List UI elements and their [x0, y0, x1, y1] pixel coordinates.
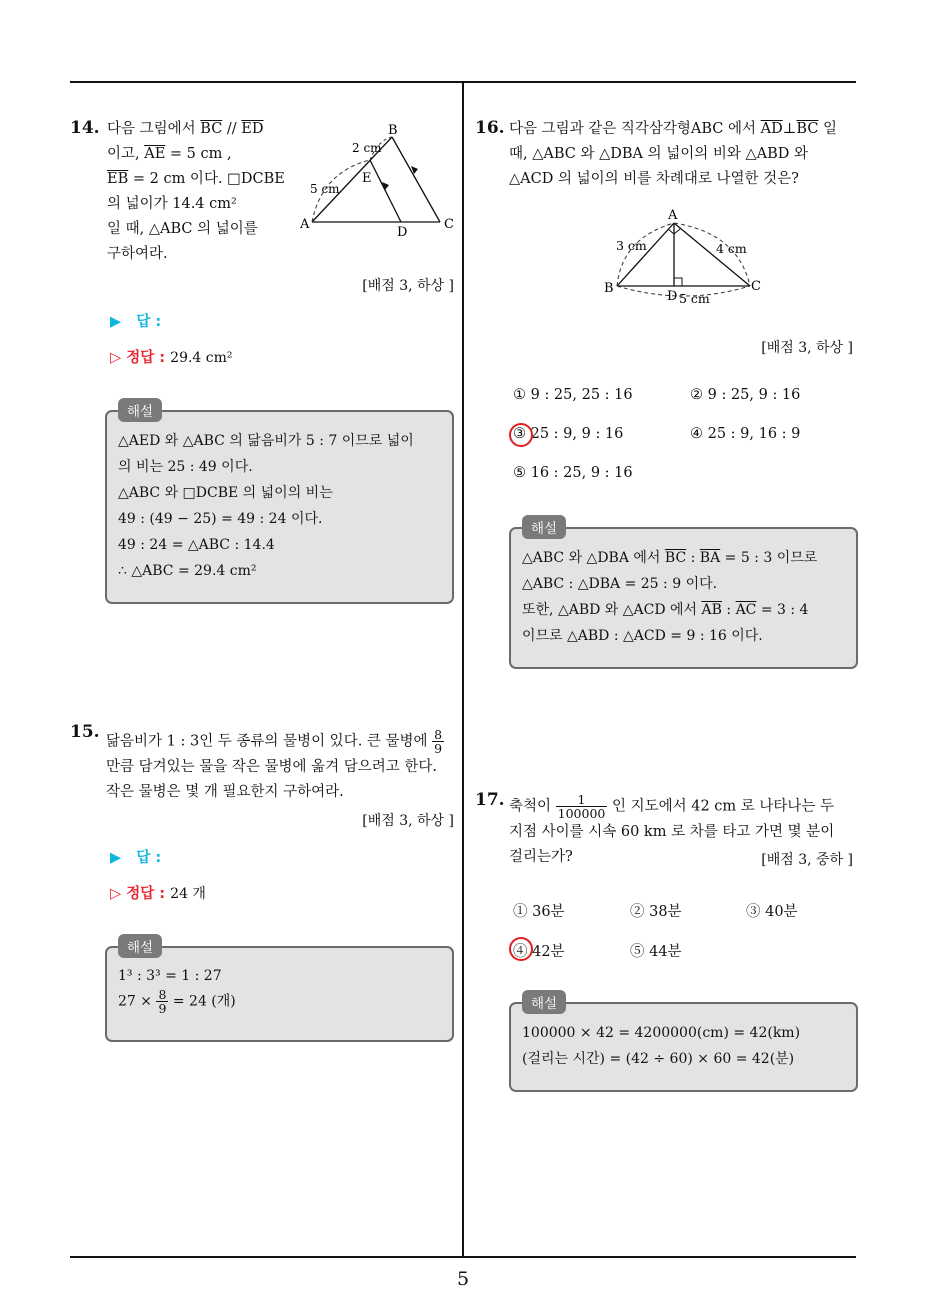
explanation-tag: 해설	[522, 515, 566, 539]
key-row	[110, 882, 206, 903]
answer-row	[110, 310, 161, 331]
choice-2[interactable]: ② 38분	[630, 904, 682, 920]
label-2cm: 2 cm	[352, 141, 382, 155]
numerator: 8	[158, 987, 167, 1002]
answer-label: 답 :	[136, 314, 162, 330]
play-icon: ▶	[110, 314, 122, 330]
fraction	[156, 988, 168, 1015]
answer-circle-mark	[509, 937, 533, 961]
question-number: 16.	[475, 118, 505, 138]
key-label: 정답 :	[126, 350, 166, 366]
label-A: A	[668, 208, 678, 223]
text-line: 49 : (49 − 25) = 49 : 24 이다.	[118, 511, 323, 527]
choice-5[interactable]: ⑤ 16 : 25, 9 : 16	[513, 465, 633, 481]
text-line: 구하여라.	[107, 246, 168, 262]
explanation-text	[118, 428, 414, 584]
label-B: B	[604, 281, 614, 296]
text-line: △ABC 와 □DCBE 의 넓이의 비는	[118, 485, 333, 501]
text-line: 1³ : 3³ = 1 : 27	[118, 968, 222, 984]
question-16-text	[509, 117, 837, 192]
key-value: 24 개	[170, 886, 206, 902]
label-C: C	[444, 217, 454, 232]
text-line	[106, 728, 444, 755]
score-meta: [배점 3, 하상 ]	[362, 278, 454, 294]
text-line: 일 때, △ABC 의 넓이를	[107, 221, 258, 237]
question-15-text	[106, 728, 444, 805]
answer-row	[110, 846, 161, 867]
bottom-rule	[70, 1256, 856, 1258]
key-value: 29.4 cm²	[170, 350, 233, 366]
key-label: 정답 :	[126, 886, 166, 902]
question-number: 17.	[475, 790, 505, 810]
label-5cm: 5 cm	[679, 291, 710, 306]
outline-triangle-icon: ▷	[110, 886, 122, 902]
choice-2[interactable]: ② 9 : 25, 9 : 16	[690, 387, 801, 403]
denominator: 100000	[557, 806, 606, 821]
triangle-figure-14	[290, 122, 460, 242]
question-number: 15.	[70, 722, 100, 742]
text-line: △ABC : △DBA = 25 : 9 이다.	[522, 576, 718, 592]
label-3cm: 3 cm	[616, 238, 647, 253]
explanation-tag: 해설	[118, 398, 162, 422]
numerator: 8	[434, 727, 443, 742]
right-triangle-figure-16	[600, 203, 770, 308]
choice-4[interactable]: ④ 42분	[513, 944, 565, 960]
choice-1[interactable]: ① 36분	[513, 904, 565, 920]
label-4cm: 4 cm	[716, 241, 747, 256]
answer-circle-mark	[509, 423, 533, 447]
label-D: D	[667, 289, 678, 304]
numerator: 1	[556, 793, 608, 807]
text-span: 닮음비가 1 : 3인 두 종류의 물병이 있다. 큰 물병에	[106, 733, 428, 750]
text-line	[509, 793, 834, 820]
choice-3[interactable]: ③ 40분	[746, 904, 798, 920]
text-span: 축척이	[509, 798, 552, 815]
page-number: 5	[456, 1268, 470, 1290]
text-line: 다음 그림에서 $\overline{BC} // \overline{ED}$	[107, 121, 264, 137]
answer-label: 답 :	[136, 850, 162, 866]
explanation-tag: 해설	[118, 934, 162, 958]
score-meta: [배점 3, 하상 ]	[761, 340, 853, 356]
text-line: 지점 사이를 시속 60 km 로 차를 타고 가면 몇 분이	[509, 824, 835, 840]
choice-1[interactable]: ① 9 : 25, 25 : 16	[513, 387, 633, 403]
text-line: 이고, $\overline{AE} = 5$ cm ,	[107, 146, 232, 162]
text-line: 100000 × 42 = 4200000(cm) = 42(km)	[522, 1025, 801, 1041]
text-span: 27 ×	[118, 993, 152, 1010]
text-span: = 24 (개)	[172, 993, 236, 1010]
text-line: 만큼 담겨있는 물을 작은 물병에 옮겨 담으려고 한다.	[106, 759, 438, 775]
denominator: 9	[158, 1001, 167, 1016]
text-line: 작은 물병은 몇 개 필요한지 구하여라.	[106, 784, 344, 800]
fraction	[556, 793, 608, 820]
label-A: A	[300, 217, 310, 232]
column-divider	[462, 82, 464, 1257]
label-B: B	[388, 123, 398, 138]
outline-triangle-icon: ▷	[110, 350, 122, 366]
text-line: 걸리는가?	[509, 849, 573, 865]
denominator: 9	[434, 741, 443, 756]
fraction	[432, 728, 444, 755]
choice-4[interactable]: ④ 25 : 9, 16 : 9	[690, 426, 801, 442]
text-line: 49 : 24 = △ABC : 14.4	[118, 537, 275, 553]
play-icon: ▶	[110, 850, 122, 866]
text-line	[118, 988, 236, 1015]
label-E: E	[362, 171, 372, 186]
choice-5[interactable]: ⑤ 44분	[630, 944, 682, 960]
question-number: 14.	[70, 118, 100, 138]
choice-3[interactable]: ③ 25 : 9, 9 : 16	[513, 426, 624, 442]
text-line: 때, △ABC 와 △DBA 의 넓이의 비와 △ABD 와	[509, 146, 808, 162]
text-line: △AED 와 △ABC 의 닮음비가 5 : 7 이므로 넓이	[118, 433, 414, 449]
text-line: $\overline{EB} = 2$ cm 이다. □DCBE	[107, 171, 285, 187]
text-line: 또한, △ABD 와 △ACD 에서 $\overline{AB}$ : $\overline{AC} = 3$ : 4	[522, 602, 809, 618]
key-row	[110, 346, 233, 367]
question-14-text	[107, 117, 285, 267]
label-C: C	[751, 279, 761, 294]
text-span: 인 지도에서 42 cm 로 나타나는 두	[611, 798, 835, 815]
explanation-text	[522, 1020, 800, 1072]
explanation-tag: 해설	[522, 990, 566, 1014]
text-line: 이므로 △ABD : △ACD = 9 : 16 이다.	[522, 628, 763, 644]
label-D: D	[397, 225, 408, 240]
explanation-text	[118, 964, 236, 1015]
text-line: 의 넓이가 14.4 cm²	[107, 196, 237, 212]
text-line: 다음 그림과 같은 직각삼각형ABC 에서 $\overline{AD}\perp\overline{BC}$ 일	[509, 121, 838, 137]
text-line: △ABC 와 △DBA 에서 $\overline{BC}$ : $\overline{BA} = 5$ : 3 이므로	[522, 550, 818, 566]
text-line: (걸리는 시간) = (42 ÷ 60) × 60 = 42(분)	[522, 1051, 795, 1067]
score-meta: [배점 3, 하상 ]	[362, 813, 454, 829]
text-line: 의 비는 25 : 49 이다.	[118, 459, 253, 475]
label-5cm: 5 cm	[310, 182, 340, 196]
text-line: △ACD 의 넓이의 비를 차례대로 나열한 것은?	[509, 171, 799, 187]
score-meta: [배점 3, 중하 ]	[761, 852, 853, 868]
explanation-text	[522, 545, 817, 649]
text-line: ∴ △ABC = 29.4 cm²	[118, 563, 257, 579]
